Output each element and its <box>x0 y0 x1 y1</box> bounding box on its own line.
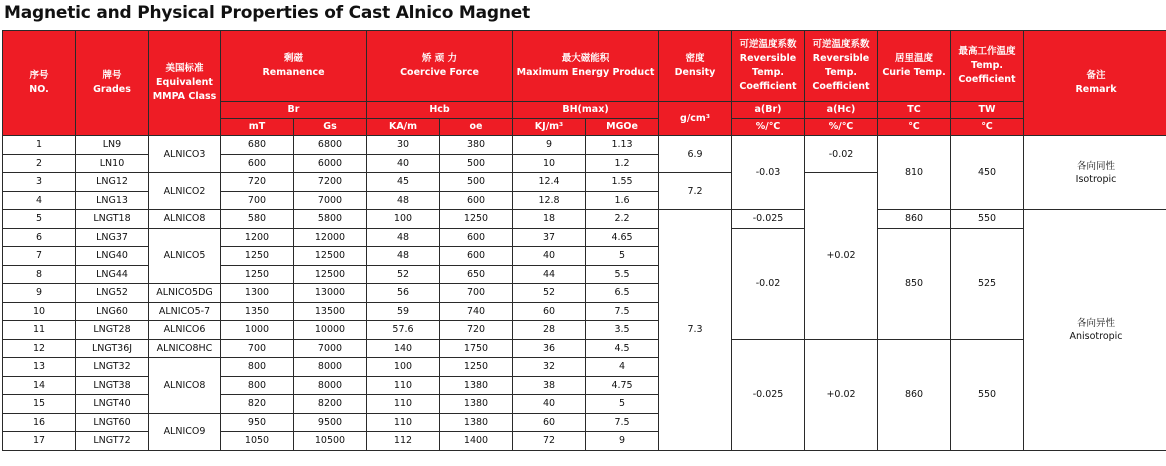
kam-cell: 48 <box>367 228 440 247</box>
header-reversible-br: 可逆温度系数 Reversible Temp. Coefficient <box>732 31 805 102</box>
kjm3-cell: 40 <box>513 247 586 266</box>
oe-cell: 380 <box>440 136 513 155</box>
grade-cell: LNGT72 <box>76 432 149 451</box>
kjm3-cell: 52 <box>513 284 586 303</box>
kjm3-cell: 40 <box>513 395 586 414</box>
gs-cell: 13000 <box>294 284 367 303</box>
table-row <box>3 136 1166 155</box>
no-cell: 17 <box>3 432 76 451</box>
grade-cell: LNGT60 <box>76 413 149 432</box>
grade-cell: LNGT28 <box>76 321 149 340</box>
tw-cell: 550 <box>951 210 1024 229</box>
mgoe-cell: 3.5 <box>586 321 659 340</box>
header-symbol-hcb: Hcb <box>367 102 513 119</box>
header-symbol-tc: TC <box>878 102 951 119</box>
header-symbol-br: Br <box>221 102 367 119</box>
mt-cell: 700 <box>221 191 294 210</box>
properties-table <box>2 30 1166 451</box>
gs-cell: 9500 <box>294 413 367 432</box>
abr-cell: -0.02 <box>732 228 805 339</box>
no-cell: 15 <box>3 395 76 414</box>
kam-cell: 59 <box>367 302 440 321</box>
header-unit-ahc: %/℃ <box>805 119 878 136</box>
equiv-cell: ALNICO3 <box>149 136 221 173</box>
mt-cell: 800 <box>221 376 294 395</box>
no-cell: 8 <box>3 265 76 284</box>
header-unit-density: g/cm³ <box>659 102 732 136</box>
no-cell: 2 <box>3 154 76 173</box>
mgoe-cell: 7.5 <box>586 413 659 432</box>
mt-cell: 1350 <box>221 302 294 321</box>
header-remanence: 剩磁 Remanence <box>221 31 367 102</box>
grade-cell: LNGT32 <box>76 358 149 377</box>
equiv-cell: ALNICO6 <box>149 321 221 340</box>
oe-cell: 500 <box>440 154 513 173</box>
header-unit-abr: %/℃ <box>732 119 805 136</box>
kjm3-cell: 37 <box>513 228 586 247</box>
ahc-cell: +0.02 <box>805 173 878 340</box>
kam-cell: 30 <box>367 136 440 155</box>
kjm3-cell: 32 <box>513 358 586 377</box>
kam-cell: 140 <box>367 339 440 358</box>
mgoe-cell: 9 <box>586 432 659 451</box>
no-cell: 11 <box>3 321 76 340</box>
header-unit-mt: mT <box>221 119 294 136</box>
gs-cell: 12500 <box>294 265 367 284</box>
kam-cell: 57.6 <box>367 321 440 340</box>
kam-cell: 110 <box>367 413 440 432</box>
oe-cell: 740 <box>440 302 513 321</box>
ahc-cell: -0.02 <box>805 136 878 173</box>
mgoe-cell: 4.65 <box>586 228 659 247</box>
kjm3-cell: 10 <box>513 154 586 173</box>
grade-cell: LNG40 <box>76 247 149 266</box>
oe-cell: 1380 <box>440 376 513 395</box>
kjm3-cell: 72 <box>513 432 586 451</box>
equiv-cell: ALNICO8 <box>149 358 221 414</box>
kam-cell: 45 <box>367 173 440 192</box>
page-title: Magnetic and Physical Properties of Cast Alnico Magnet <box>4 3 531 23</box>
mt-cell: 1300 <box>221 284 294 303</box>
gs-cell: 5800 <box>294 210 367 229</box>
abr-cell: -0.025 <box>732 339 805 450</box>
equiv-cell: ALNICO8 <box>149 210 221 229</box>
table-row <box>3 210 1166 229</box>
header-unit-kjm3: KJ/m³ <box>513 119 586 136</box>
mgoe-cell: 5 <box>586 247 659 266</box>
table-body <box>3 136 1166 451</box>
tw-cell: 550 <box>951 339 1024 450</box>
mt-cell: 820 <box>221 395 294 414</box>
mt-cell: 580 <box>221 210 294 229</box>
mt-cell: 680 <box>221 136 294 155</box>
kam-cell: 40 <box>367 154 440 173</box>
gs-cell: 13500 <box>294 302 367 321</box>
mgoe-cell: 1.55 <box>586 173 659 192</box>
oe-cell: 1750 <box>440 339 513 358</box>
mt-cell: 600 <box>221 154 294 173</box>
no-cell: 14 <box>3 376 76 395</box>
oe-cell: 1380 <box>440 395 513 414</box>
table-row <box>3 228 1166 247</box>
oe-cell: 1250 <box>440 210 513 229</box>
mgoe-cell: 6.5 <box>586 284 659 303</box>
no-cell: 12 <box>3 339 76 358</box>
grade-cell: LN9 <box>76 136 149 155</box>
gs-cell: 12500 <box>294 247 367 266</box>
kjm3-cell: 38 <box>513 376 586 395</box>
grade-cell: LNG13 <box>76 191 149 210</box>
grade-cell: LNGT18 <box>76 210 149 229</box>
no-cell: 9 <box>3 284 76 303</box>
kjm3-cell: 36 <box>513 339 586 358</box>
header-grades: 牌号 Grades <box>76 31 149 136</box>
gs-cell: 10000 <box>294 321 367 340</box>
header-symbol-abr: a(Br) <box>732 102 805 119</box>
kam-cell: 110 <box>367 395 440 414</box>
grade-cell: LN10 <box>76 154 149 173</box>
oe-cell: 1250 <box>440 358 513 377</box>
mgoe-cell: 5.5 <box>586 265 659 284</box>
oe-cell: 600 <box>440 228 513 247</box>
header-row-main <box>3 31 1166 102</box>
grade-cell: LNGT40 <box>76 395 149 414</box>
header-equivalent: 美国标准 Equivalent MMPA Class <box>149 31 221 136</box>
header-remark: 备注 Remark <box>1024 31 1166 136</box>
kam-cell: 52 <box>367 265 440 284</box>
kjm3-cell: 12.8 <box>513 191 586 210</box>
density-cell: 7.3 <box>659 210 732 451</box>
gs-cell: 6000 <box>294 154 367 173</box>
header-unit-tc: ℃ <box>878 119 951 136</box>
kam-cell: 110 <box>367 376 440 395</box>
density-cell: 7.2 <box>659 173 732 210</box>
gs-cell: 6800 <box>294 136 367 155</box>
grade-cell: LNG52 <box>76 284 149 303</box>
remark-cell <box>1024 210 1166 451</box>
header-symbol-tw: TW <box>951 102 1024 119</box>
header-density: 密度 Density <box>659 31 732 102</box>
gs-cell: 7000 <box>294 191 367 210</box>
tc-cell: 860 <box>878 339 951 450</box>
kjm3-cell: 44 <box>513 265 586 284</box>
grade-cell: LNG12 <box>76 173 149 192</box>
kam-cell: 112 <box>367 432 440 451</box>
no-cell: 16 <box>3 413 76 432</box>
equiv-cell: ALNICO5DG <box>149 284 221 303</box>
remark-label: Anisotropic <box>1069 330 1123 342</box>
grade-cell: LNG44 <box>76 265 149 284</box>
header-reversible-hc: 可逆温度系数 Reversible Temp. Coefficient <box>805 31 878 102</box>
header-symbol-ahc: a(Hc) <box>805 102 878 119</box>
no-cell: 5 <box>3 210 76 229</box>
tc-cell: 850 <box>878 228 951 339</box>
grade-cell: LNGT38 <box>76 376 149 395</box>
no-cell: 13 <box>3 358 76 377</box>
gs-cell: 8000 <box>294 376 367 395</box>
mgoe-cell: 4.5 <box>586 339 659 358</box>
kjm3-cell: 12.4 <box>513 173 586 192</box>
mt-cell: 1250 <box>221 247 294 266</box>
equiv-cell: ALNICO9 <box>149 413 221 450</box>
mgoe-cell: 1.13 <box>586 136 659 155</box>
abr-cell: -0.025 <box>732 210 805 229</box>
no-cell: 6 <box>3 228 76 247</box>
mgoe-cell: 1.6 <box>586 191 659 210</box>
kjm3-cell: 9 <box>513 136 586 155</box>
mt-cell: 1050 <box>221 432 294 451</box>
header-max-work-temp: 最高工作温度 Temp. Coefficient <box>951 31 1024 102</box>
header-no: 序号 NO. <box>3 31 76 136</box>
remark-cell <box>1024 136 1166 210</box>
header-unit-kam: KA/m <box>367 119 440 136</box>
tc-cell: 810 <box>878 136 951 210</box>
kjm3-cell: 60 <box>513 302 586 321</box>
kam-cell: 100 <box>367 358 440 377</box>
gs-cell: 8000 <box>294 358 367 377</box>
mt-cell: 1250 <box>221 265 294 284</box>
remark-label: 各向异性 <box>1077 317 1116 329</box>
no-cell: 7 <box>3 247 76 266</box>
mgoe-cell: 5 <box>586 395 659 414</box>
grade-cell: LNG37 <box>76 228 149 247</box>
kam-cell: 100 <box>367 210 440 229</box>
oe-cell: 1400 <box>440 432 513 451</box>
mgoe-cell: 4.75 <box>586 376 659 395</box>
oe-cell: 700 <box>440 284 513 303</box>
mt-cell: 800 <box>221 358 294 377</box>
abr-cell: -0.03 <box>732 136 805 210</box>
tc-cell: 860 <box>878 210 951 229</box>
no-cell: 1 <box>3 136 76 155</box>
kjm3-cell: 60 <box>513 413 586 432</box>
remark-label: Isotropic <box>1075 173 1117 185</box>
equiv-cell: ALNICO8HC <box>149 339 221 358</box>
no-cell: 10 <box>3 302 76 321</box>
mt-cell: 720 <box>221 173 294 192</box>
mgoe-cell: 2.2 <box>586 210 659 229</box>
header-coercive-force: 矫 顽 力 Coercive Force <box>367 31 513 102</box>
equiv-cell: ALNICO2 <box>149 173 221 210</box>
oe-cell: 500 <box>440 173 513 192</box>
header-energy-product: 最大磁能积 Maximum Energy Product <box>513 31 659 102</box>
header-unit-tw: ℃ <box>951 119 1024 136</box>
oe-cell: 650 <box>440 265 513 284</box>
gs-cell: 8200 <box>294 395 367 414</box>
mt-cell: 700 <box>221 339 294 358</box>
equiv-cell: ALNICO5-7 <box>149 302 221 321</box>
tw-cell: 525 <box>951 228 1024 339</box>
kjm3-cell: 28 <box>513 321 586 340</box>
gs-cell: 7200 <box>294 173 367 192</box>
oe-cell: 720 <box>440 321 513 340</box>
gs-cell: 7000 <box>294 339 367 358</box>
tw-cell: 450 <box>951 136 1024 210</box>
kjm3-cell: 18 <box>513 210 586 229</box>
header-symbol-bhmax: BH(max) <box>513 102 659 119</box>
table-row <box>3 339 1166 358</box>
oe-cell: 600 <box>440 191 513 210</box>
gs-cell: 10500 <box>294 432 367 451</box>
mgoe-cell: 7.5 <box>586 302 659 321</box>
kam-cell: 48 <box>367 247 440 266</box>
ahc-cell: +0.02 <box>805 339 878 450</box>
mgoe-cell: 4 <box>586 358 659 377</box>
header-curie-temp: 居里温度 Curie Temp. <box>878 31 951 102</box>
no-cell: 3 <box>3 173 76 192</box>
density-cell: 6.9 <box>659 136 732 173</box>
oe-cell: 1380 <box>440 413 513 432</box>
kam-cell: 48 <box>367 191 440 210</box>
equiv-cell: ALNICO5 <box>149 228 221 284</box>
mgoe-cell: 1.2 <box>586 154 659 173</box>
header-unit-mgoe: MGOe <box>586 119 659 136</box>
grade-cell: LNGT36J <box>76 339 149 358</box>
header-unit-gs: Gs <box>294 119 367 136</box>
mt-cell: 1000 <box>221 321 294 340</box>
remark-label: 各向同性 <box>1077 160 1116 172</box>
no-cell: 4 <box>3 191 76 210</box>
header-unit-oe: oe <box>440 119 513 136</box>
kam-cell: 56 <box>367 284 440 303</box>
gs-cell: 12000 <box>294 228 367 247</box>
mt-cell: 950 <box>221 413 294 432</box>
mt-cell: 1200 <box>221 228 294 247</box>
grade-cell: LNG60 <box>76 302 149 321</box>
oe-cell: 600 <box>440 247 513 266</box>
